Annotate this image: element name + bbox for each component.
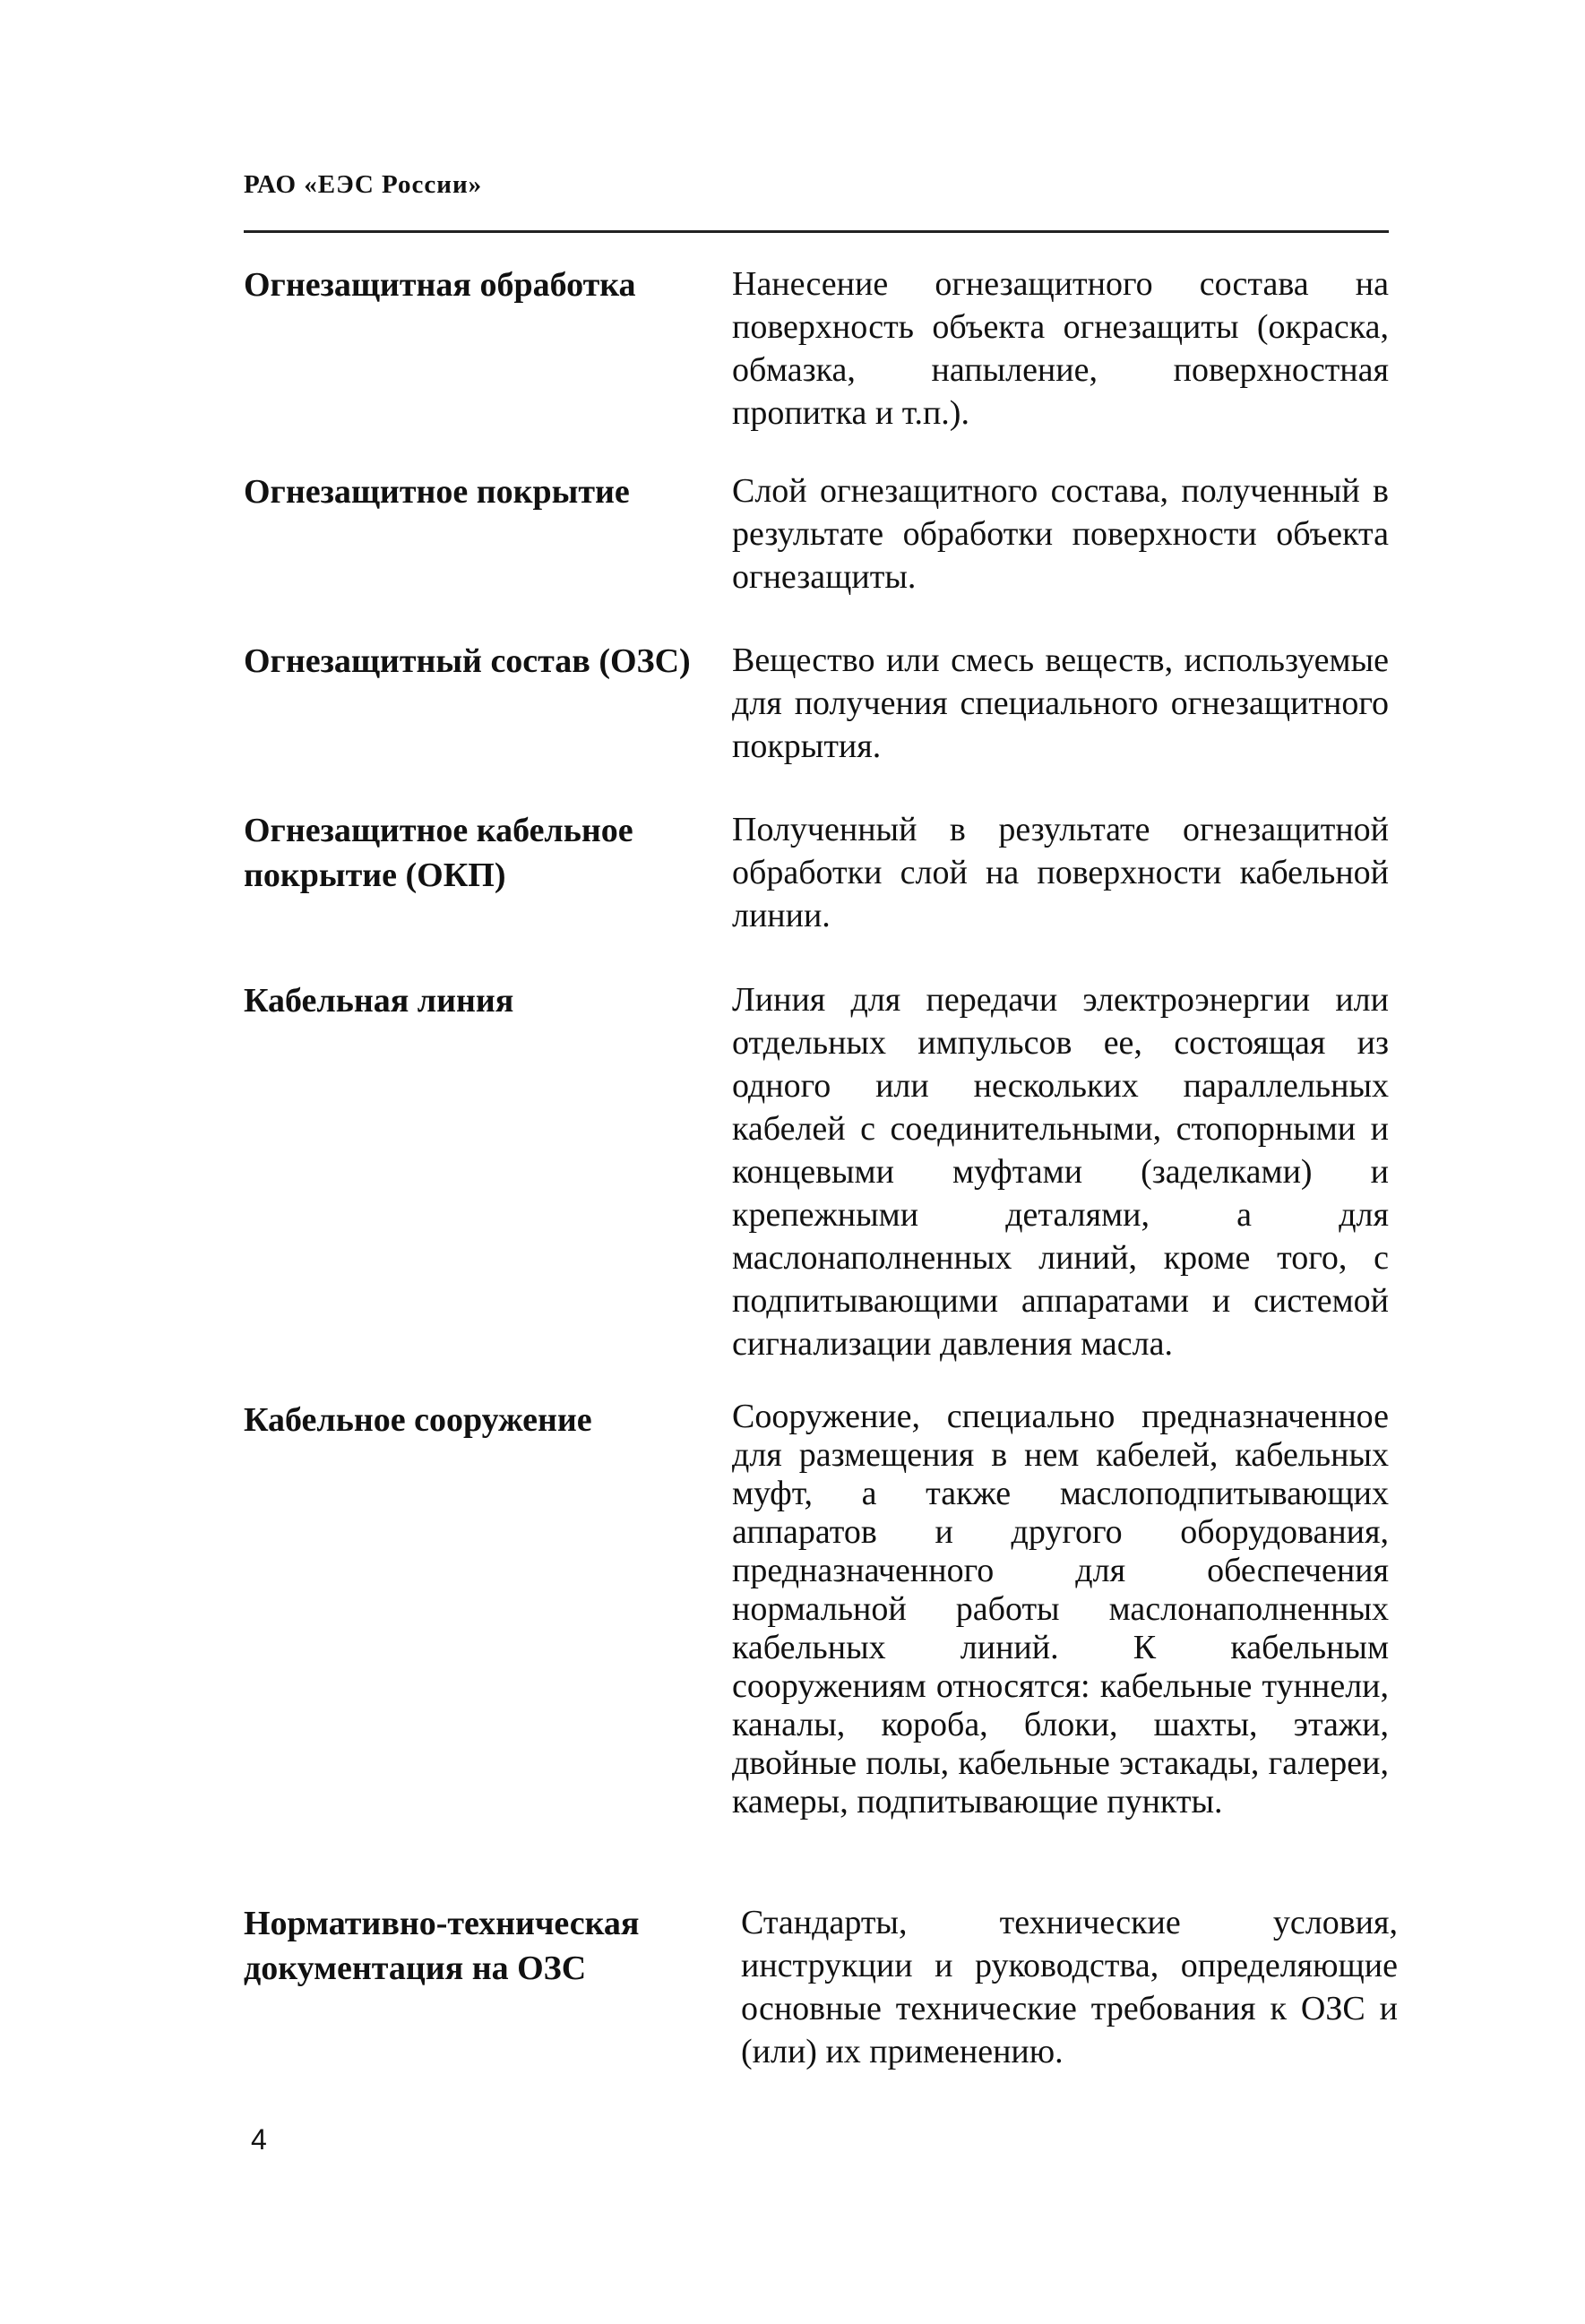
header-rule <box>244 230 1389 233</box>
glossary-definition: Стандарты, технические условия, инструкции и руководства, определяющие основные технические требования к ОЗС и (или) их применению. <box>741 1904 1398 2070</box>
page-number: 4 <box>251 2123 267 2156</box>
glossary-term: Кабельная линия <box>244 982 514 1020</box>
glossary-definition: Линия для передачи электроэнергии или отдельных импульсов ее, состоящая из одного или нескольких параллельных кабелей с соединительными, стопорными и концевыми муфтами (заделками) и крепежными деталями, а для маслонаполненных линий, кроме того, с подпитывающими аппаратами и системой сигнализации давления масла. <box>732 981 1389 1363</box>
glossary-term: Огнезащитная обработка <box>244 266 636 304</box>
glossary-definition: Вещество или смесь веществ, используемые для получения специального огнезащитного покрытия. <box>732 641 1389 765</box>
glossary-definition: Полученный в результате огнезащитной обработки слой на поверхности кабельной линии. <box>732 811 1389 934</box>
glossary-definition: Нанесение огнезащитного состава на поверхность объекта огнезащиты (окраска, обмазка, напыление, поверхностная пропитка и т.п.). <box>732 265 1389 432</box>
glossary-term: Нормативно-техническая документация на ОЗС <box>244 1905 640 1987</box>
glossary-term: Огнезащитное кабельное покрытие (ОКП) <box>244 812 633 894</box>
document-header: РАО «ЕЭС России» <box>244 170 483 199</box>
glossary-term: Огнезащитное покрытие <box>244 473 630 511</box>
glossary-term: Кабельное сооружение <box>244 1401 592 1439</box>
glossary-definition: Сооружение, специально предназначенное для размещения в нем кабелей, кабельных муфт, а также маслоподпитывающих аппаратов и другого оборудования, предназначенного для обеспечения нормальной работы маслонаполненных кабельных линий. К кабельным сооружениям относятся: кабельные туннели, каналы, короба, блоки, шахты, этажи, двойные полы, кабельные эстакады, галереи, камеры, подпитывающие пункты. <box>732 1398 1389 1820</box>
glossary-term: Огнезащитный состав (ОЗС) <box>244 642 691 680</box>
glossary-definition: Слой огнезащитного состава, полученный в результате обработки поверхности объекта огнезащиты. <box>732 472 1389 596</box>
